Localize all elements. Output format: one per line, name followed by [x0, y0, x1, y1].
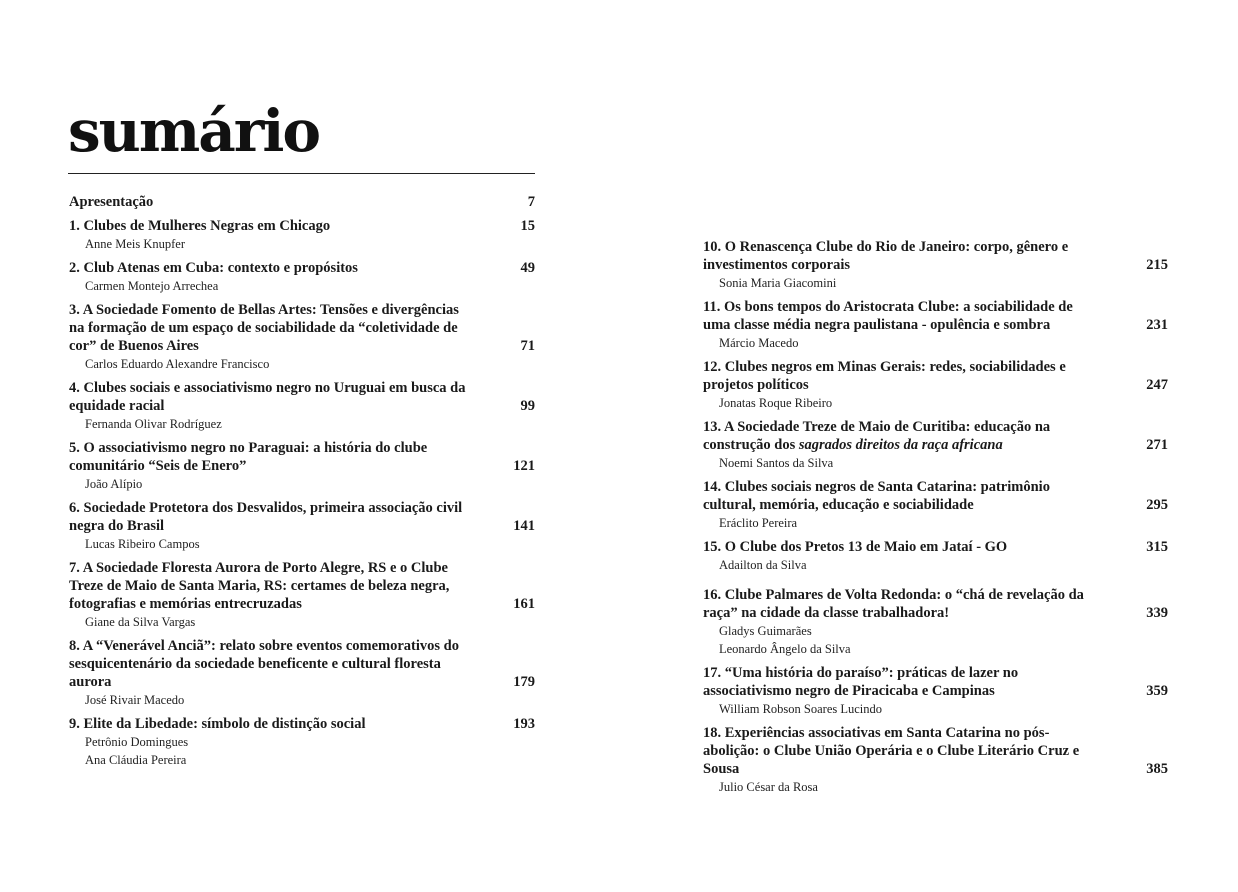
toc-entry-page: 15: [520, 218, 535, 234]
toc-entry-page: 7: [527, 194, 535, 210]
toc-entry[interactable]: [703, 478, 1168, 532]
toc-entry-title: 10. O Renascença Clube do Rio de Janeiro: corpo, gênero e investimentos corporais: [703, 239, 1069, 273]
toc-entry[interactable]: [703, 538, 1168, 574]
toc-entry-title: 1. Clubes de Mulheres Negras em Chicago: [69, 218, 331, 234]
toc-entry-author: Márcio Macedo: [719, 336, 799, 350]
toc-entry-title: 13. A Sociedade Treze de Maio de Curitiba: educação na construção dos sagrados direitos da raça africana: [703, 419, 1051, 453]
toc-entry[interactable]: [69, 637, 535, 709]
toc-entry-author: Noemi Santos da Silva: [719, 456, 834, 470]
toc-entry-title: 2. Club Atenas em Cuba: contexto e propósitos: [69, 260, 358, 276]
toc-entry-author: Leonardo Ângelo da Silva: [719, 642, 851, 656]
toc-entry-page: 247: [1146, 377, 1168, 393]
toc-entry[interactable]: [703, 724, 1168, 796]
toc-entry-author: Eráclito Pereira: [719, 516, 798, 530]
toc-entry-author: Sonia Maria Giacomini: [719, 276, 837, 290]
toc-entry-author: Jonatas Roque Ribeiro: [719, 396, 833, 410]
toc-entry-title: 11. Os bons tempos do Aristocrata Clube: a sociabilidade de uma classe média negra paulistana - opulência e sombra: [703, 299, 1073, 333]
toc-entry-title: 9. Elite da Libedade: símbolo de distinção social: [69, 716, 366, 732]
toc-entry-title: 8. A “Venerável Anciã”: relato sobre eventos comemorativos do sesquicentenário da sociedade beneficente e cultural floresta aurora: [69, 638, 459, 690]
toc-entry-title: 17. “Uma história do paraíso”: práticas de lazer no associativismo negro de Piracicaba e Campinas: [703, 665, 1019, 699]
toc-entry[interactable]: [69, 259, 535, 295]
toc-entry-page: 121: [513, 458, 535, 474]
toc-entry-author: Gladys Guimarães: [719, 624, 812, 638]
toc-entry-title: 6. Sociedade Protetora dos Desvalidos, primeira associação civil negra do Brasil: [69, 500, 463, 534]
toc-entry-title: 15. O Clube dos Pretos 13 de Maio em Jataí - GO: [703, 539, 1008, 555]
toc-entry-title: 5. O associativismo negro no Paraguai: a história do clube comunitário “Seis de Enero”: [69, 440, 428, 474]
toc-entry-author: Julio César da Rosa: [719, 780, 818, 794]
toc-entry-author: Giane da Silva Vargas: [85, 615, 196, 629]
page-title: sumário: [68, 97, 320, 165]
toc-entry-author: William Robson Soares Lucindo: [719, 702, 883, 716]
toc-entry[interactable]: [69, 379, 535, 433]
toc-entry-author: Petrônio Domingues: [85, 735, 189, 749]
toc-entry[interactable]: [703, 358, 1168, 412]
toc-entry[interactable]: [703, 238, 1168, 292]
toc-entry-title: 18. Experiências associativas em Santa Catarina no pós-abolição: o Clube União Operária e o Clube Literário Cruz e Sousa: [703, 725, 1080, 777]
toc-right-column: [703, 238, 1168, 796]
toc-entry-author: Carmen Montejo Arrechea: [85, 279, 219, 293]
toc-entry-title: Apresentação: [69, 194, 154, 210]
toc-entry-page: 271: [1146, 437, 1168, 453]
toc-entry[interactable]: [69, 217, 535, 253]
toc-left-column: [69, 193, 535, 769]
toc-entry[interactable]: [69, 439, 535, 493]
toc-entry[interactable]: [69, 499, 535, 553]
toc-entry-page: 193: [513, 716, 535, 732]
toc-entry-page: 315: [1146, 539, 1168, 555]
toc-entry-title: 16. Clube Palmares de Volta Redonda: o “chá de revelação da raça” na cidade da classe trabalhadora!: [703, 587, 1084, 621]
toc-entry-author: Lucas Ribeiro Campos: [85, 537, 200, 551]
toc-entry[interactable]: [703, 418, 1168, 472]
title-divider: [68, 173, 535, 174]
toc-entry-author: José Rivair Macedo: [85, 693, 185, 707]
toc-entry-page: 385: [1146, 761, 1168, 777]
toc-entry[interactable]: [69, 193, 535, 211]
toc-entry-page: 161: [513, 596, 535, 612]
toc-entry-title: 12. Clubes negros em Minas Gerais: redes, sociabilidades e projetos políticos: [703, 359, 1066, 393]
toc-entry-author: Ana Cláudia Pereira: [85, 753, 187, 767]
toc-entry-author: Carlos Eduardo Alexandre Francisco: [85, 357, 270, 371]
toc-entry[interactable]: [703, 298, 1168, 352]
toc-entry[interactable]: [69, 301, 535, 373]
toc-entry[interactable]: [69, 559, 535, 631]
toc-entry-page: 231: [1146, 317, 1168, 333]
toc-entry[interactable]: [69, 715, 535, 769]
toc-entry-page: 71: [520, 338, 535, 354]
toc-entry-author: João Alípio: [85, 477, 143, 491]
toc-entry-title: 14. Clubes sociais negros de Santa Catarina: patrimônio cultural, memória, educação e sociabilidade: [703, 479, 1050, 513]
toc-entry-page: 295: [1146, 497, 1168, 513]
toc-entry-page: 339: [1146, 605, 1168, 621]
toc-entry-author: Anne Meis Knupfer: [85, 237, 185, 251]
toc-entry-title: 7. A Sociedade Floresta Aurora de Porto Alegre, RS e o Clube Treze de Maio de Santa Maria, RS: certames de beleza negra, fotografias e memórias entrecruzadas: [69, 560, 450, 612]
toc-entry-page: 359: [1146, 683, 1168, 699]
toc-entry-title: 4. Clubes sociais e associativismo negro no Uruguai em busca da equidade racial: [69, 380, 466, 414]
toc-entry-title: 3. A Sociedade Fomento de Bellas Artes: Tensões e divergências na formação de um espaço de sociabilidade da “coletividade de cor” de Buenos Aires: [69, 302, 459, 354]
toc-entry-page: 99: [520, 398, 535, 414]
toc-entry-author: Fernanda Olivar Rodríguez: [85, 417, 222, 431]
toc-entry-author: Adailton da Silva: [719, 558, 807, 572]
toc-entry-page: 179: [513, 674, 535, 690]
toc-entry-page: 49: [520, 260, 535, 276]
toc-entry[interactable]: [703, 664, 1168, 718]
toc-entry-page: 141: [513, 518, 535, 534]
toc-entry-page: 215: [1146, 257, 1168, 273]
toc-entry[interactable]: [703, 586, 1168, 658]
